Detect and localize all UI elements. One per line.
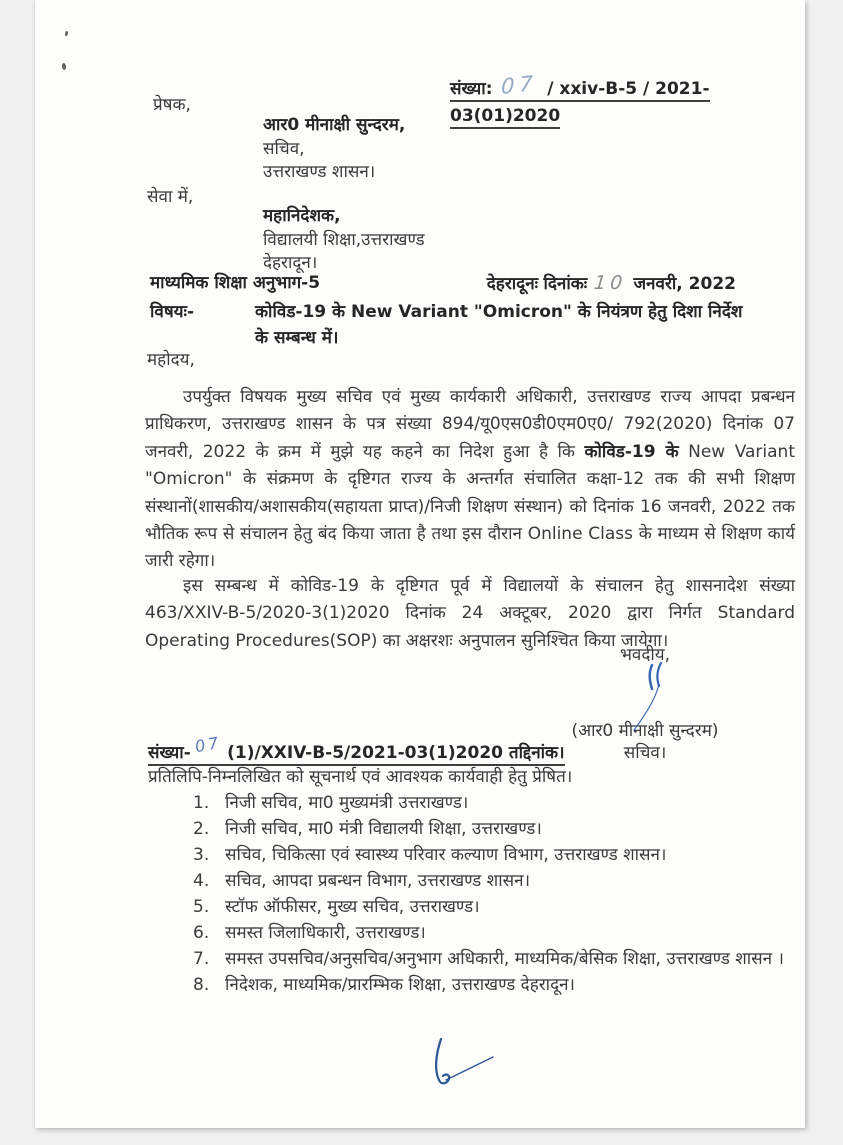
copy-list-item (193, 946, 793, 972)
place-date (487, 270, 736, 298)
copy-item-text: निजी सचिव, मा0 मंत्री विद्यालयी शिक्षा, उत्तराखण्ड। (225, 819, 542, 839)
copy-item-text: निदेशक, माध्यमिक/प्रारम्भिक शिक्षा, उत्तराखण्ड देहरादून। (225, 975, 575, 995)
copy-item-number: 6. (193, 923, 210, 943)
sender-block (263, 114, 405, 185)
para1-text-a: उपर्युक्त विषयक मुख्य सचिव एवं मुख्य कार्यकारी अधिकारी, उत्तराखण्ड राज्य आपदा प्रबन्धन प्राधिकरण, उत्तराखण्ड शासन के पत्र संख्या 894/यू0एस0डी0एम0ए0/ 792(2020) दिनांक 07 जनवरी, 2022 के क्रम में मुझे यह कहने का निदेश हुआ है कि (145, 387, 795, 462)
ink-dot (65, 31, 69, 37)
copy-list-item (193, 868, 793, 894)
recipient-label: सेवा में, (147, 187, 194, 207)
copy-item-text: सचिव, आपदा प्रबन्धन विभाग, उत्तराखण्ड शासन। (225, 871, 531, 891)
body-paragraph-2: इस सम्बन्ध में कोविड-19 के दृष्टिगत पूर्व में विद्यालयों के संचालन हेतु शासनादेश संख्या 463/XXIV-B-5/2020-3(1)2020 दिनांक 24 अक्टूबर, 2020 द्वारा निर्गत Standard Operating Procedures(SOP) का अक्षरशः अनुपालन सुनिश्चित किया जायेगा। (145, 576, 795, 651)
recipient-city: देहरादून। (263, 253, 318, 273)
subject-text: कोविड-19 के New Variant "Omicron" के नियंत्रण हेतु दिशा निर्देश के सम्बन्ध में। (255, 302, 743, 348)
recipient-dept: विद्यालयी शिक्षा,उत्तराखण्ड (263, 229, 425, 250)
para1-text-b: New Variant "Omicron" के संक्रमण के दृष्टिगत राज्य के अन्तर्गत संचालित कक्षा-12 तक की सभी शिक्षण संस्थानों(शासकीय/अशासकीय(सहायता प्राप्त)/निजी शिक्षण संस्थान) को दिनांक 16 जनवरी, 2022 तक भौतिक रूप से संचालन हेतु बंद किया जाता है तथा इस दौरान Online Class के माध्यम से शिक्षण कार्य जारी रहेगा। (145, 441, 795, 572)
date-label: दिनांकः (543, 274, 588, 294)
copy-item-number: 3. (193, 845, 210, 865)
copy-list-item (193, 894, 793, 920)
para1-text-bold: कोविड-19 के (584, 441, 679, 462)
sender-name: आर0 मीनाक्षी सुन्दरम, (263, 115, 406, 135)
copy-list-item (193, 790, 793, 816)
sender-org: उत्तराखण्ड शासन। (263, 162, 376, 182)
date-text: जनवरी, 2022 (633, 274, 736, 294)
ref-top-label: संख्या: (450, 79, 493, 99)
signatory-name: (आर0 मीनाक्षी सुन्दरम) (571, 721, 719, 741)
pen-mark (423, 1036, 509, 1098)
body-paragraph-1 (145, 384, 795, 576)
handwritten-ref-number-bottom: 07 (193, 732, 223, 757)
copy-item-text: सचिव, चिकित्सा एवं स्वास्थ्य परिवार कल्याण विभाग, उत्तराखण्ड शासन। (225, 845, 667, 865)
copy-list-item (193, 972, 793, 998)
section-date-row (150, 270, 736, 298)
reference-number-top (450, 70, 805, 130)
sender-designation: सचिव, (263, 138, 305, 159)
handwritten-date: 10 (593, 272, 628, 294)
copy-list (193, 790, 793, 998)
ref-top-rest: / xxiv-B-5 / 2021-03(01)2020 (450, 79, 710, 126)
copy-item-number: 5. (193, 897, 210, 917)
handwritten-ref-number: 07 (500, 70, 538, 100)
copy-item-text: समस्त उपसचिव/अनुसचिव/अनुभाग अधिकारी, माध्यमिक/बेसिक शिक्षा, उत्तराखण्ड शासन । (225, 949, 784, 969)
copy-list-item (193, 816, 793, 842)
reference-number-bottom (148, 732, 565, 767)
salutation: महोदय, (147, 350, 195, 370)
signature-mark (626, 660, 682, 734)
copy-item-text: निजी सचिव, मा0 मुख्यमंत्री उत्तराखण्ड। (225, 793, 469, 813)
copy-heading: प्रतिलिपि-निम्नलिखित को सूचनार्थ एवं आवश्यक कार्यवाही हेतु प्रेषित। (148, 767, 573, 787)
copy-list-item (193, 842, 793, 868)
section-name: माध्यमिक शिक्षा अनुभाग-5 (150, 273, 321, 293)
copy-list-item (193, 920, 793, 946)
signatory-designation: सचिव। (623, 743, 667, 763)
copy-item-text: समस्त जिलाधिकारी, उत्तराखण्ड। (225, 923, 426, 943)
ink-dot (62, 63, 67, 70)
copy-item-number: 4. (193, 871, 210, 891)
recipient-title: महानिदेशक, (263, 206, 341, 226)
valediction: भवदीय, (619, 645, 671, 665)
copy-item-number: 7. (193, 949, 210, 969)
subject-row (150, 299, 750, 351)
ref-bottom-rest: (1)/XXIV-B-5/2021-03(1)2020 तद्दिनांक। (227, 743, 565, 763)
recipient-block (263, 205, 425, 276)
copy-item-number: 1. (193, 793, 210, 813)
subject-label: विषयः- (150, 302, 195, 322)
copy-item-number: 2. (193, 819, 210, 839)
copy-item-number: 8. (193, 975, 210, 995)
document-page (35, 0, 805, 1128)
closing-block (540, 644, 750, 764)
sender-label: प्रेषक, (153, 95, 191, 115)
ref-bottom-label: संख्या- (148, 743, 191, 763)
copy-item-text: स्टॉफ ऑफीसर, मुख्य सचिव, उत्तराखण्ड। (225, 897, 480, 917)
place: देहरादूनः (486, 274, 539, 294)
